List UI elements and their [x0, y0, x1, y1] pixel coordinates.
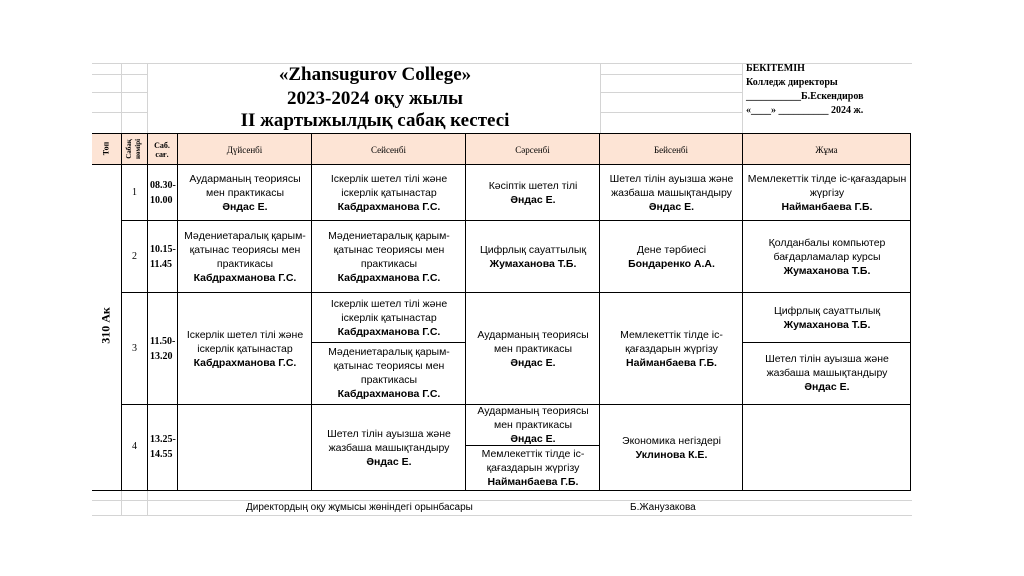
grid-line	[92, 74, 148, 75]
lesson-time-end: 10.00	[150, 195, 173, 206]
teacher-name: Әндас Е.	[648, 200, 695, 213]
border	[742, 133, 743, 491]
schedule-cell-r1-wednesday	[468, 166, 598, 219]
lesson-number: 1	[132, 187, 137, 198]
teacher-name: Әндас Е.	[222, 200, 268, 213]
teacher-name: Кабдрахманова Г.С.	[193, 356, 297, 369]
header-day-tuesday: Сейсенбі	[371, 144, 406, 155]
schedule-cell-r1-friday	[745, 166, 909, 219]
academic-year: 2023-2024 оқу жылы	[287, 88, 463, 109]
teacher-name: Кабдрахманова Г.С.	[337, 388, 441, 400]
lesson-number: 4	[132, 441, 137, 452]
border	[92, 133, 910, 134]
teacher-name: Әндас Е.	[510, 193, 556, 206]
approval-position: Колледж директоры	[746, 77, 838, 88]
lesson-time-end: 14.55	[150, 449, 173, 460]
teacher-name: Кабдрахманова Г.С.	[337, 200, 441, 213]
schedule-cell-r3-friday-a	[745, 294, 909, 341]
border	[147, 133, 148, 491]
teacher-name: Найманбаева Г.Б.	[626, 356, 717, 369]
teacher-name: Жумаханова Т.Б.	[783, 264, 871, 277]
subject-name: Экономика негіздері	[622, 434, 721, 447]
subject-name: Іскерлік шетел тілі және іскерлік қатынастар	[186, 328, 304, 355]
grid-line	[92, 92, 148, 93]
grid-line	[600, 92, 742, 93]
schedule-cell-r3-friday-b	[745, 343, 909, 403]
border	[121, 220, 910, 221]
approval-heading: БЕКІТЕМІН	[746, 63, 805, 74]
lesson-number: 3	[132, 343, 137, 354]
grid-line	[121, 491, 122, 515]
subject-name: Мәдениетаралық қарым-қатынас теориясы мен практикасы	[328, 346, 450, 386]
subject-name: Мемлекеттік тілде іс-қағаздарын жүргізу	[481, 448, 585, 474]
subject-name: Цифрлық сауаттылық	[773, 304, 881, 317]
grid-line	[92, 112, 148, 113]
grid-line	[121, 63, 122, 133]
signatory-position: Директордың оқу жұмысы жөніндегі орынбасары	[246, 502, 473, 513]
subject-name: Мемлекеттік тілде іс-қағаздарын жүргізу	[620, 328, 723, 355]
border	[910, 133, 911, 491]
teacher-name: Әндас Е.	[510, 432, 556, 445]
grid-line	[147, 63, 148, 133]
approval-block	[746, 62, 916, 118]
border	[92, 490, 910, 491]
lesson-time	[150, 242, 176, 272]
subject-name: Шетел тілін ауызша және жазбаша машықтандыру	[327, 427, 451, 454]
subject-name: Кәсіптік шетел тілі	[488, 179, 578, 192]
grid-line	[742, 63, 743, 133]
teacher-name: Әндас Е.	[366, 455, 412, 468]
teacher-name: Әндас Е.	[804, 381, 850, 393]
schedule-cell-r1-tuesday	[314, 166, 464, 219]
header-group: Топ	[101, 141, 111, 156]
teacher-name: Бондаренко А.А.	[628, 257, 715, 270]
schedule-cell-r4-wednesday-a	[468, 404, 598, 445]
subject-name: Іскерлік шетел тілі және іскерлік қатынастар	[330, 297, 448, 324]
lesson-time-start: 11.50-	[150, 336, 176, 347]
subject-name: Қолданбалы компьютер бағдарламалар курсы	[768, 236, 886, 263]
subject-name: Шетел тілін ауызша және жазбаша машықтандыру	[765, 353, 889, 379]
teacher-name: Кабдрахманова Г.С.	[337, 271, 441, 284]
teacher-name: Жумаханова Т.Б.	[783, 318, 871, 331]
grid-line	[600, 112, 742, 113]
schedule-cell-r2-monday	[180, 222, 310, 291]
grid-line	[92, 500, 912, 501]
subject-name: Мәдениетаралық қарым-қатынас теориясы мен практикасы	[328, 229, 450, 270]
header-day-monday: Дүйсенбі	[226, 144, 263, 155]
subject-name: Аударманың теориясы мен практикасы	[477, 328, 589, 355]
border	[465, 133, 466, 491]
subject-name: Аударманың теориясы мен практикасы	[189, 172, 301, 199]
header-lesson-number: Сабақ нөмірі	[125, 138, 142, 160]
grid-line	[147, 491, 148, 515]
border	[177, 133, 178, 491]
teacher-name: Кабдрахманова Г.С.	[193, 271, 297, 284]
teacher-name: Жумаханова Т.Б.	[489, 257, 577, 270]
grid-line	[600, 63, 601, 133]
teacher-name: Найманбаева Г.Б.	[781, 200, 873, 213]
grid-line	[600, 74, 742, 75]
subject-name: Іскерлік шетел тілі және іскерлік қатынастар	[330, 172, 448, 199]
subject-name: Шетел тілін ауызша және жазбаша машықтандыру	[609, 172, 734, 199]
schedule-cell-r2-friday	[745, 222, 909, 291]
lesson-time	[150, 432, 176, 462]
approval-date: «____» __________ 2024 ж.	[746, 105, 864, 116]
header-day-wednesday: Сәрсенбі	[515, 144, 550, 155]
schedule-cell-r2-tuesday	[314, 222, 464, 291]
lesson-time-end: 13.20	[150, 351, 173, 362]
schedule-cell-r3-tuesday-b	[314, 343, 464, 403]
teacher-name: Кабдрахманова Г.С.	[337, 325, 441, 338]
schedule-cell-r4-thursday	[602, 406, 741, 489]
subject-name: Аударманың теориясы мен практикасы	[477, 404, 589, 431]
schedule-cell-r4-wednesday-b	[468, 446, 598, 490]
schedule-cell-r2-thursday	[602, 222, 741, 291]
approval-signature: ___________Б.Ескендиров	[746, 91, 864, 102]
subject-name: Дене тәрбиесі	[636, 243, 707, 256]
schedule-cell-r3-wednesday	[468, 294, 598, 403]
lesson-time-start: 13.25-	[150, 434, 176, 445]
lesson-time-start: 10.15-	[150, 244, 176, 255]
group-name: 310 Ак	[98, 307, 113, 344]
schedule-cell-r3-thursday	[602, 294, 741, 403]
lesson-time	[150, 334, 175, 364]
border	[599, 133, 600, 491]
schedule-cell-r3-tuesday-a	[314, 294, 464, 341]
schedule-title: ІІ жартыжылдық сабақ кестесі	[240, 110, 510, 131]
signatory-name: Б.Жанузакова	[630, 502, 696, 513]
schedule-cell-r1-monday	[180, 166, 310, 219]
subject-name: Мәдениетаралық қарым-қатынас теориясы мен практикасы	[184, 229, 306, 270]
lesson-time-end: 11.45	[150, 259, 172, 270]
header-hours: Саб. сағ.	[154, 140, 170, 159]
grid-line	[92, 515, 912, 516]
schedule-cell-r3-monday	[180, 294, 310, 403]
schedule-cell-r2-wednesday	[468, 222, 598, 291]
college-title: «Zhansugurov College»	[278, 64, 472, 85]
lesson-number: 2	[132, 251, 137, 262]
teacher-name: Уклинова К.Е.	[635, 448, 708, 461]
lesson-time-start: 08.30-	[150, 180, 176, 191]
schedule-cell-r1-thursday	[602, 166, 741, 219]
subject-name: Цифрлық сауаттылық	[479, 243, 587, 256]
header-day-friday: Жұма	[815, 144, 838, 155]
lesson-time	[150, 178, 176, 208]
subject-name: Мемлекеттік тілде іс-қағаздарын жүргізу	[747, 172, 907, 199]
border	[311, 133, 312, 491]
schedule-cell-r4-tuesday	[314, 406, 464, 489]
teacher-name: Найманбаева Г.Б.	[487, 476, 579, 488]
header-day-thursday: Бейсенбі	[654, 144, 688, 155]
border	[121, 292, 910, 293]
teacher-name: Әндас Е.	[510, 356, 556, 369]
